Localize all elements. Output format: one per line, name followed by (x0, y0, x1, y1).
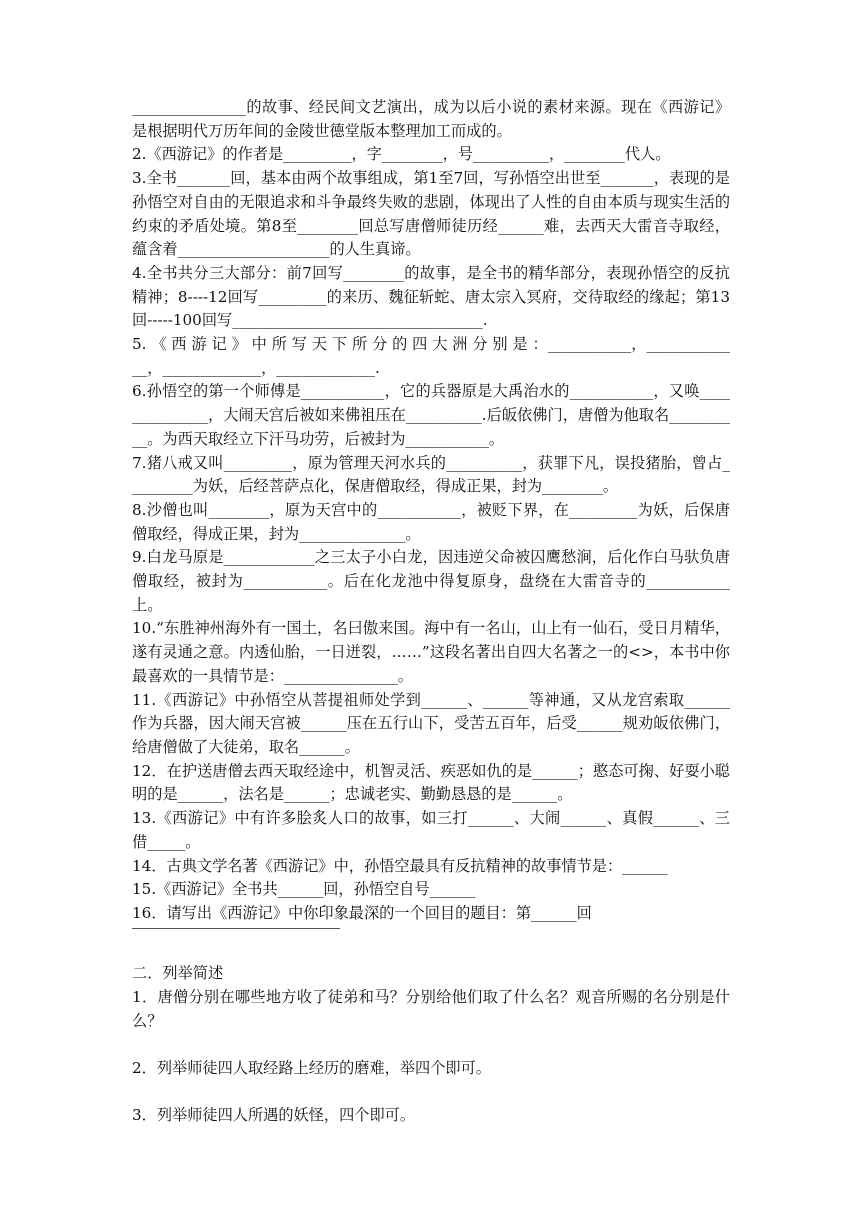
question-12: 12．在护送唐僧去西天取经途中，机智灵活、疾恶如仇的是______；憨态可掬、好耍小聪明的是______，法名是______；忠诚老实、勤勤恳恳的是______。 (132, 761, 730, 804)
question-13: 13.《西游记》中有许多脍炙人口的故事，如三打______、大闹______、真假______、三借_____。 (132, 809, 730, 851)
question-14: 14．古典文学名著《西游记》中，孙悟空最具有反抗精神的故事情节是：______ (132, 856, 668, 875)
question-15: 15.《西游记》全书共______回，孙悟空自号______ (132, 880, 476, 899)
section-2-item-3: 3．列举师徒四人所遇的妖怪，四个即可。 (132, 1106, 416, 1125)
question-11: 11.《西游记》中孙悟空从菩提祖师处学到______、______等神通，又从龙宫索取______作为兵器，因大闹天宫被______压在五行山下，受苦五百年，后受______规劝皈依佛门，给唐僧做了大徒弟，取名______。 (132, 690, 730, 756)
question-2: 2.《西游记》的作者是_________，字________，号__________，________代人。 (132, 145, 671, 164)
question-7: 7.猪八戒又叫_________，原为管理天河水兵的__________，获罪下凡，误投猪胎，曾占_________为妖，后经菩萨点化，保唐僧取经，得成正果，封为________。 (132, 453, 730, 496)
question-6: 6.孙悟空的第一个师傅是___________，它的兵器原是大禹治水的___________，又唤______________，大闹天宫后被如来佛祖压在__________.后皈依佛门，唐僧为他取名__________。为西天取经立下汗马功劳，后被封为___________。 (132, 382, 730, 448)
spacer (132, 1081, 730, 1105)
section-2-item-1: 1．唐僧分别在哪些地方收了徒弟和马？分别给他们取了什么名？观音所赐的名分别是什么？ (132, 988, 730, 1030)
question-1-continuation: _______________的故事、经民间文艺演出，成为以后小说的素材来源。现在《西游记》是根据明代万历年间的金陵世德堂版本整理加工而成的。 (132, 98, 730, 140)
spacer (132, 1033, 730, 1057)
spacer (132, 939, 730, 963)
question-3: 3.全书_______回，基本由两个故事组成，第1至7回，写孙悟空出世至_______，表现的是孙悟空对自由的无限追求和斗争最终失败的悲剧，体现出了人性的自由本质与现实生活的约束的矛盾处境。第8至________回总写唐僧师徒历经______难，去西天大雷音寺取经，蕴含着____________________的人生真谛。 (132, 169, 730, 259)
question-8: 8.沙僧也叫________，原为天宫中的___________，被贬下界，在_________为妖，后保唐僧取经，得成正果，封为______________。 (132, 500, 730, 543)
question-4: 4.全书共分三大部分：前7回写________的故事，是全书的精华部分，表现孙悟空的反抗精神；8----12回写_________的来历、魏征斩蛇、唐太宗入冥府，交待取经的缘起；第13回-----100回写_________________________________. (132, 263, 730, 330)
question-16: 16．请写出《西游记》中你印象最深的一个回目的题目：第______回 (132, 903, 592, 922)
section-2-item-2: 2．列举师徒四人取经路上经历的磨难，举四个即可。 (132, 1059, 491, 1078)
worksheet-content (132, 96, 730, 1128)
question-9: 9.白龙马原是____________之三太子小白龙，因违逆父命被囚鹰愁涧，后化作白马驮负唐僧取经，被封为___________。后在化龙池中得复原身，盘绕在大雷音寺的___________上。 (132, 548, 730, 614)
section-2-heading: 二．列举简述 (132, 964, 224, 983)
question-10: 10.“东胜神州海外有一国土，名曰傲来国。海中有一名山，山上有一仙石，受日月精华，遂有灵通之意。内透仙胎，一日迸裂，……”这段名著出自四大名著之一的<>，本书中你最喜欢的一具情节是：_______________。 (132, 619, 730, 685)
question-5: 5. 《 西 游 记 》 中 所 写 天 下 所 分 的 四 大 洲 分 别 是 ：___________，_____________，_____________，_____________. (132, 335, 730, 377)
answer-line (132, 928, 340, 929)
